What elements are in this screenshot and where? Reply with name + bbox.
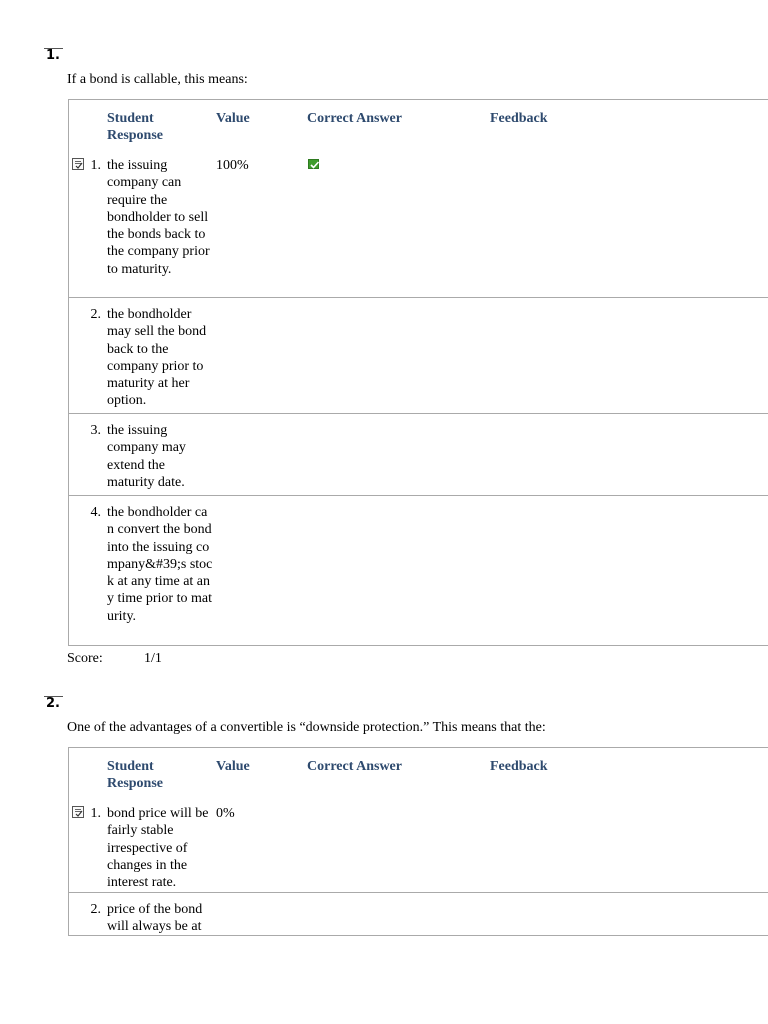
header-value: Value bbox=[216, 111, 250, 126]
answer-text: the bondholder can convert the bond into the issuing company&#39;s stock at any time at any time prior to maturity. bbox=[107, 505, 213, 624]
header-student-response: Student Response bbox=[107, 759, 164, 791]
table-header-row bbox=[69, 748, 768, 797]
table-row bbox=[69, 797, 768, 893]
question-1-number: 1. bbox=[44, 48, 63, 63]
answer-text: the bondholder may sell the bond back to the company prior to maturity at her option. bbox=[107, 307, 207, 409]
answer-number: 2. bbox=[90, 307, 101, 322]
answer-number: 1. bbox=[90, 806, 101, 821]
table-row bbox=[69, 149, 768, 298]
answer-text: the issuing company can require the bondholder to sell the bonds back to the company prior to maturity. bbox=[107, 158, 210, 277]
table-row bbox=[69, 298, 768, 414]
answer-number: 2. bbox=[90, 902, 101, 917]
table-row bbox=[69, 893, 768, 936]
answer-number: 1. bbox=[90, 158, 101, 173]
score-value: 1/1 bbox=[144, 651, 162, 666]
question-2-response-table bbox=[68, 747, 768, 936]
header-feedback: Feedback bbox=[490, 759, 548, 774]
answer-number: 4. bbox=[90, 505, 101, 520]
table-row bbox=[69, 414, 768, 496]
answer-value: 0% bbox=[216, 806, 235, 821]
header-feedback: Feedback bbox=[490, 111, 548, 126]
header-correct-answer: Correct Answer bbox=[307, 759, 402, 774]
header-correct-answer: Correct Answer bbox=[307, 111, 402, 126]
question-2-number: 2. bbox=[44, 696, 63, 711]
question-1-score bbox=[67, 650, 162, 667]
answer-text: price of the bond will always be at bbox=[107, 902, 203, 935]
header-value: Value bbox=[216, 759, 250, 774]
question-1-response-table bbox=[68, 99, 768, 646]
answer-value: 100% bbox=[216, 158, 249, 173]
question-1-text: If a bond is callable, this means: bbox=[67, 72, 248, 87]
question-2-text: One of the advantages of a convertible is “downside protection.” This means that the: bbox=[67, 720, 546, 735]
table-header-row bbox=[69, 100, 768, 149]
table-row bbox=[69, 496, 768, 646]
header-student-response: Student Response bbox=[107, 111, 164, 143]
answer-text: the issuing company may extend the maturity date. bbox=[107, 423, 186, 490]
green-check-icon bbox=[308, 159, 319, 169]
score-label: Score: bbox=[67, 651, 103, 666]
answer-number: 3. bbox=[90, 423, 101, 438]
answer-text: bond price will be fairly stable irrespective of changes in the interest rate. bbox=[107, 806, 209, 891]
